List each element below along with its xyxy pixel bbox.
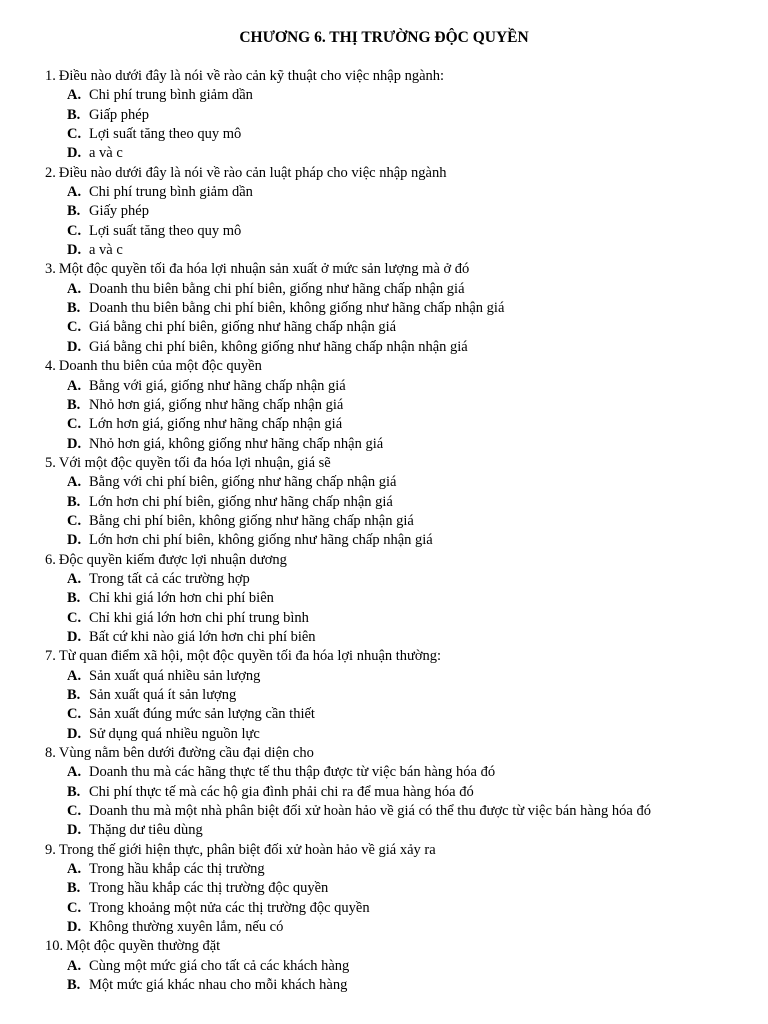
option-letter: D. [67, 145, 82, 162]
question-2 [45, 164, 760, 183]
question-number: 4. [45, 358, 56, 375]
option-text: Nhỏ hơn giá, không giống như hãng chấp nhận giá [89, 435, 384, 452]
option-letter: A. [67, 474, 82, 491]
option-letter: C. [67, 803, 82, 820]
option-letter: A. [67, 377, 82, 394]
option-letter: C. [67, 319, 82, 336]
answer-option [45, 396, 760, 415]
option-text: Doanh thu mà một nhà phân biệt đối xử hoàn hảo về giá có thể thu được từ việc bán hàng hóa đó [89, 803, 651, 820]
option-text: Chi phí trung bình giảm dần [89, 87, 253, 104]
option-text: Lớn hơn giá, giống như hãng chấp nhận giá [89, 416, 343, 433]
option-text: Cùng một mức giá cho tất cả các khách hàng [89, 957, 350, 974]
answer-option [45, 763, 760, 782]
question-number: 5. [45, 454, 56, 471]
question-number: 10. [45, 938, 64, 955]
question-text: Với một độc quyền tối đa hóa lợi nhuận, giá sẽ [58, 454, 331, 471]
option-letter: A. [67, 570, 82, 587]
question-text: Một độc quyền thường đặt [66, 938, 221, 955]
option-text: Sử dụng quá nhiều nguồn lực [89, 725, 260, 742]
question-4 [45, 357, 760, 376]
option-text: Thặng dư tiêu dùng [89, 822, 203, 839]
option-letter: B. [67, 106, 81, 123]
option-letter: D. [67, 822, 82, 839]
answer-option [45, 415, 760, 434]
answer-option [45, 531, 760, 550]
question-text: Độc quyền kiếm được lợi nhuận dương [58, 551, 287, 568]
option-text: Chi phí trung bình giảm dần [89, 184, 253, 201]
option-letter: C. [67, 416, 82, 433]
question-5 [45, 454, 760, 473]
answer-option [45, 222, 760, 241]
option-text: Trong hầu khắp các thị trường [89, 861, 265, 878]
option-letter: C. [67, 609, 82, 626]
question-number: 8. [45, 745, 56, 762]
option-text: Chỉ khi giá lớn hơn chi phí trung bình [89, 609, 309, 626]
question-text: Doanh thu biên của một độc quyền [58, 358, 262, 375]
option-letter: B. [67, 300, 81, 317]
option-text: Trong hầu khắp các thị trường độc quyền [89, 880, 329, 897]
option-text: Bất cứ khi nào giá lớn hơn chi phí biên [89, 628, 316, 645]
option-text: Trong khoảng một nửa các thị trường độc quyền [89, 899, 370, 916]
option-text: Doanh thu mà các hãng thực tế thu thập được từ việc bán hàng hóa đó [89, 764, 496, 781]
option-letter: A. [67, 184, 82, 201]
answer-option [45, 106, 760, 125]
question-7 [45, 647, 760, 666]
option-text: Lợi suất tăng theo quy mô [89, 126, 242, 143]
option-text: Giá bằng chi phí biên, giống như hãng chấp nhận giá [89, 319, 397, 336]
question-text: Điều nào dưới đây là nói về rào cản kỹ thuật cho việc nhập ngành: [58, 68, 445, 84]
option-text: Sản xuất đúng mức sản lượng cần thiết [89, 706, 315, 723]
answer-option [45, 183, 760, 202]
answer-option [45, 860, 760, 879]
question-1 [45, 67, 760, 86]
option-letter: D. [67, 338, 82, 355]
answer-option [45, 609, 760, 628]
option-text: Trong tất cả các trường hợp [89, 570, 250, 587]
option-letter: D. [67, 242, 82, 259]
option-letter: C. [67, 512, 82, 529]
option-text: Giá bằng chi phí biên, không giống như hãng chấp nhận nhận giá [89, 338, 468, 355]
answer-option [45, 570, 760, 589]
option-letter: A. [67, 87, 82, 104]
option-letter: D. [67, 532, 82, 549]
answer-option [45, 976, 760, 995]
question-text: Một độc quyền tối đa hóa lợi nhuận sản xuất ở mức sản lượng mà ở đó [58, 261, 470, 278]
option-text: a và c [89, 145, 123, 162]
question-number: 2. [45, 164, 56, 181]
option-letter: B. [67, 590, 81, 607]
answer-option [45, 802, 760, 821]
answer-option [45, 318, 760, 337]
answer-option [45, 473, 760, 492]
answer-option [45, 725, 760, 744]
answer-option [45, 241, 760, 260]
option-letter: B. [67, 493, 81, 510]
option-letter: D. [67, 628, 82, 645]
answer-option [45, 899, 760, 918]
answer-option [45, 918, 760, 937]
option-letter: C. [67, 222, 82, 239]
option-text: Bằng với chi phí biên, giống như hãng chấp nhận giá [89, 474, 397, 491]
option-letter: D. [67, 435, 82, 452]
chapter-title: CHƯƠNG 6. THỊ TRƯỜNG ĐỘC QUYỀN [239, 29, 529, 46]
answer-option [45, 299, 760, 318]
option-letter: A. [67, 667, 82, 684]
option-letter: B. [67, 783, 81, 800]
option-letter: B. [67, 880, 81, 897]
answer-option [45, 821, 760, 840]
answer-option [45, 86, 760, 105]
option-letter: D. [67, 919, 82, 936]
question-number: 3. [45, 261, 56, 278]
question-number: 6. [45, 551, 56, 568]
question-text: Từ quan điểm xã hội, một độc quyền tối đa hóa lợi nhuận thường: [58, 648, 442, 665]
question-3 [45, 260, 760, 279]
answer-option [45, 628, 760, 647]
question-text: Vùng nằm bên dưới đường cầu đại diện cho [58, 745, 314, 762]
option-letter: B. [67, 687, 81, 703]
option-text: Bằng chi phí biên, không giống như hãng chấp nhận giá [89, 512, 414, 529]
option-text: Giấp phép [89, 106, 149, 123]
option-text: a và c [89, 242, 123, 259]
option-text: Lợi suất tăng theo quy mô [89, 222, 242, 239]
option-text: Chi phí thực tế mà các hộ gia đình phải chi ra để mua hàng hóa đó [89, 783, 474, 800]
option-letter: C. [67, 126, 82, 143]
question-10 [45, 937, 760, 956]
option-letter: A. [67, 957, 82, 974]
option-text: Doanh thu biên bằng chi phí biên, không giống như hãng chấp nhận giá [89, 300, 505, 317]
question-number: 1. [45, 68, 56, 84]
option-letter: C. [67, 899, 82, 916]
answer-option [45, 377, 760, 396]
answer-option [45, 686, 760, 705]
answer-option [45, 783, 760, 802]
answer-option [45, 512, 760, 531]
option-letter: A. [67, 280, 82, 297]
option-text: Không thường xuyên lắm, nếu có [89, 919, 284, 936]
option-text: Sản xuất quá ít sản lượng [89, 687, 237, 703]
option-text: Một mức giá khác nhau cho mỗi khách hàng [89, 977, 348, 994]
option-letter: B. [67, 977, 81, 994]
answer-option [45, 144, 760, 163]
answer-option [45, 202, 760, 221]
answer-option [45, 125, 760, 144]
question-number: 9. [45, 841, 56, 858]
option-letter: D. [67, 725, 82, 742]
option-text: Nhỏ hơn giá, giống như hãng chấp nhận giá [89, 396, 344, 413]
option-text: Giấy phép [89, 203, 149, 220]
question-text: Điều nào dưới đây là nói về rào cản luật pháp cho việc nhập ngành [58, 164, 447, 181]
option-letter: A. [67, 764, 82, 781]
question-number: 7. [45, 648, 56, 665]
option-text: Chỉ khi giá lớn hơn chi phí biên [89, 590, 274, 607]
question-list [45, 67, 760, 996]
answer-option [45, 705, 760, 724]
question-8 [45, 744, 760, 763]
option-text: Lớn hơn chi phí biên, giống như hãng chấp nhận giá [89, 493, 393, 510]
question-6 [45, 551, 760, 570]
option-text: Lớn hơn chi phí biên, không giống như hãng chấp nhận giá [89, 532, 433, 549]
answer-option [45, 280, 760, 299]
option-letter: B. [67, 396, 81, 413]
option-text: Sản xuất quá nhiều sản lượng [89, 667, 261, 684]
option-letter: A. [67, 861, 82, 878]
answer-option [45, 957, 760, 976]
option-letter: C. [67, 706, 82, 723]
answer-option [45, 589, 760, 608]
answer-option [45, 435, 760, 454]
option-text: Bằng với giá, giống như hãng chấp nhận giá [89, 377, 346, 394]
question-9 [45, 841, 760, 860]
answer-option [45, 667, 760, 686]
option-text: Doanh thu biên bằng chi phí biên, giống như hãng chấp nhận giá [89, 280, 465, 297]
answer-option [45, 879, 760, 898]
answer-option [45, 338, 760, 357]
answer-option [45, 493, 760, 512]
question-text: Trong thế giới hiện thực, phân biệt đối xử hoàn hảo về giá xảy ra [58, 841, 436, 858]
option-letter: B. [67, 203, 81, 220]
